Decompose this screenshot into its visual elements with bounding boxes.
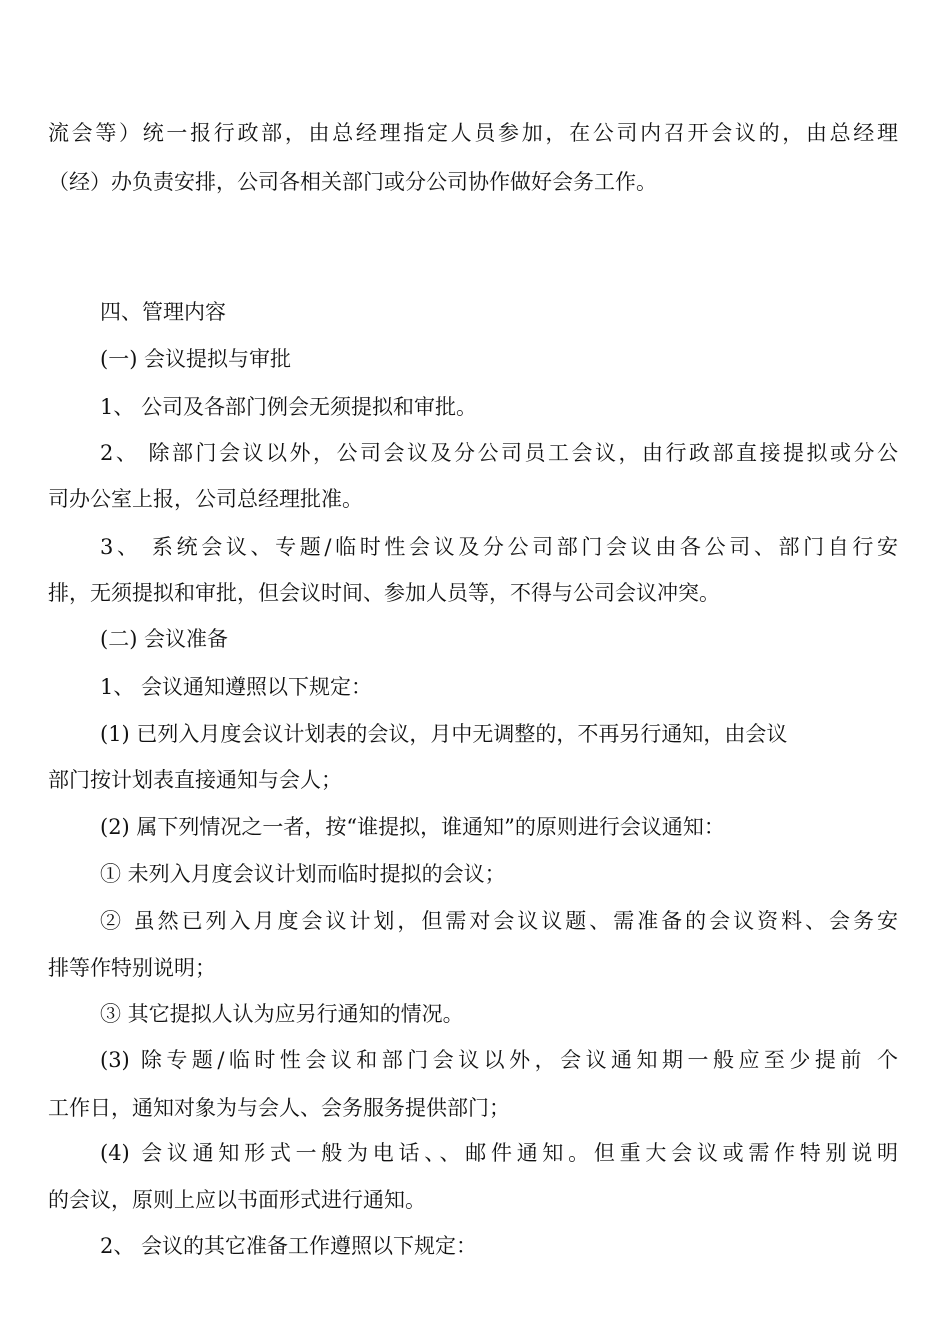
paragraph-line: 的会议，原则上应以书面形式进行通知。 [48,1188,426,1212]
paragraph-line: (3) 除专题/临时性会议和部门会议以外，会议通知期一般应至少提前 个 [100,1048,898,1072]
paragraph-line: 排等作特别说明； [48,956,216,980]
paragraph-line: 1、 公司及各部门例会无须提拟和审批。 [100,395,478,419]
list-item: ③ 其它提拟人认为应另行通知的情况。 [100,1002,464,1026]
paragraph-line: (2) 属下列情况之一者，按“谁提拟，谁通知”的原则进行会议通知： [100,815,725,839]
paragraph-line: (4) 会议通知形式一般为电话、、邮件通知。但重大会议或需作特别说明 [100,1141,898,1165]
list-item: ② 虽然已列入月度会议计划，但需对会议议题、需准备的会议资料、会务安 [100,909,898,933]
paragraph-line: 3、 系统会议、专题/临时性会议及分公司部门会议由各公司、部门自行安 [100,535,898,559]
paragraph-line: 流会等）统一报行政部，由总经理指定人员参加，在公司内召开会议的，由总经理 [48,121,898,145]
paragraph-line: (1) 已列入月度会议计划表的会议，月中无调整的，不再另行通知，由会议 [100,722,788,746]
paragraph-line: 排，无须提拟和审批，但会议时间、参加人员等，不得与公司会议冲突。 [48,581,720,605]
list-item: ① 未列入月度会议计划而临时提拟的会议； [100,862,506,886]
paragraph-line: 2、 除部门会议以外，公司会议及分公司员工会议，由行政部直接提拟或分公 [100,441,898,465]
paragraph-line: 部门按计划表直接通知与会人； [48,768,342,792]
paragraph-line: 2、 会议的其它准备工作遵照以下规定： [100,1234,478,1258]
section-heading: 四、管理内容 [100,300,226,324]
paragraph-line: 1、 会议通知遵照以下规定： [100,675,373,699]
paragraph-line: 司办公室上报，公司总经理批准。 [48,487,363,511]
subsection-heading: (一) 会议提拟与审批 [100,347,292,371]
paragraph-line: （经）办负责安排，公司各相关部门或分公司协作做好会务工作。 [48,170,657,194]
paragraph-line: 工作日，通知对象为与会人、会务服务提供部门； [48,1096,510,1120]
subsection-heading: (二) 会议准备 [100,627,229,651]
